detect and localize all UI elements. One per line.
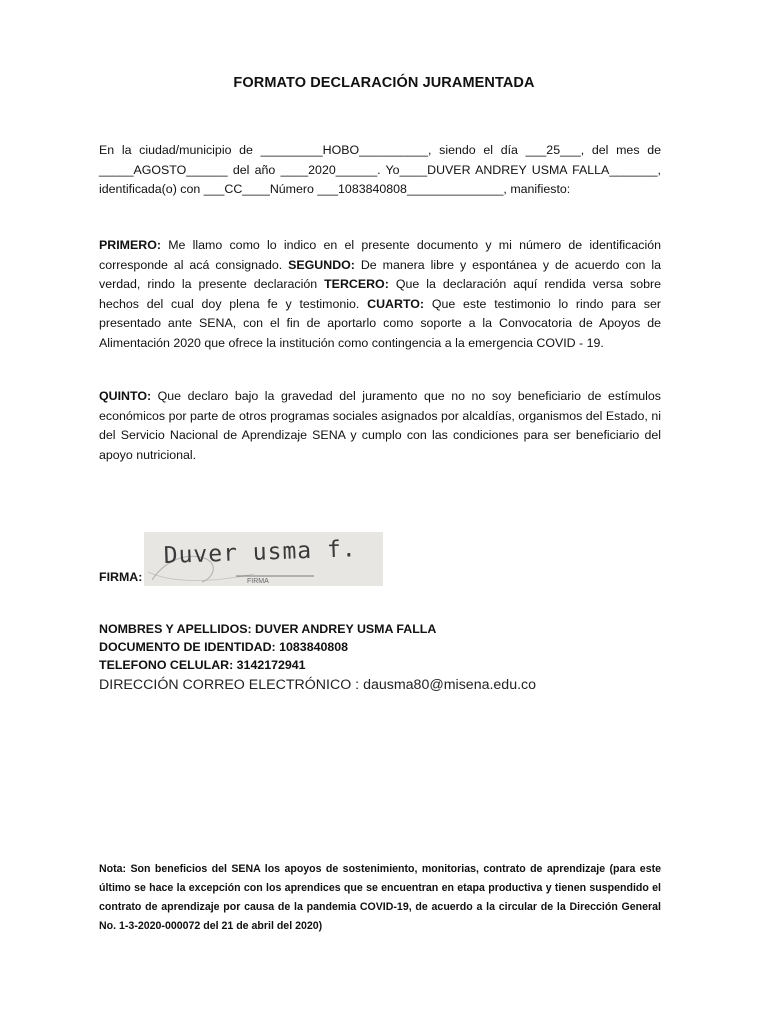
intro-name: DUVER ANDREY USMA FALLA bbox=[427, 162, 610, 177]
intro-city: HOBO bbox=[322, 143, 360, 157]
intro-text-1: En la ciudad/municipio de _________ bbox=[99, 143, 323, 157]
intro-text-7: ____Número ___ bbox=[242, 182, 339, 196]
intro-day: 25 bbox=[546, 143, 561, 157]
quinto-label: QUINTO: bbox=[99, 389, 152, 403]
intro-text-8: ______________, manifiesto: bbox=[406, 182, 571, 196]
cuarto-label: CUARTO: bbox=[367, 296, 425, 311]
tercero-text: Que la declaración aquí rendida versa sobre hechos del cual doy plena fe y testimonio. bbox=[99, 277, 661, 311]
intro-doc-type: CC bbox=[224, 182, 243, 196]
intro-text-5: ______. Yo____ bbox=[335, 162, 428, 177]
quinto-paragraph bbox=[99, 387, 661, 465]
signature-stamp-label: FIRMA bbox=[247, 578, 269, 585]
signature-section bbox=[99, 532, 399, 588]
firma-label: FIRMA: bbox=[99, 570, 143, 584]
segundo-text: De manera libre y espontánea y de acuerdo con la verdad, rindo la presente declaración bbox=[99, 257, 661, 291]
intro-text-3: ___, del mes de _____ bbox=[99, 143, 661, 177]
signature-handwriting: Duver usma f. bbox=[163, 536, 358, 569]
intro-month: AGOSTO bbox=[133, 162, 187, 177]
tercero-label: TERCERO: bbox=[324, 277, 389, 291]
document-title: FORMATO DECLARACIÓN JURAMENTADA bbox=[233, 75, 535, 91]
intro-text-2: __________, siendo el día ___ bbox=[359, 143, 547, 157]
signature-drawing bbox=[144, 532, 383, 586]
document-line: DOCUMENTO DE IDENTIDAD: 1083840808 bbox=[99, 640, 349, 654]
names-line: NOMBRES Y APELLIDOS: DUVER ANDREY USMA FALLA bbox=[99, 622, 437, 636]
email-value: dausma80@misena.edu.co bbox=[363, 677, 537, 693]
quinto-text: Que declaro bajo la gravedad del juramento que no no soy beneficiario de estímulos económicos por parte de otros programas sociales asignados por alcaldías, organismos del Estado, ni del Servicio Nacional de Aprendizaje SENA y cumplo con las condiciones para ser beneficiario del apoyo nutricional. bbox=[99, 389, 661, 462]
segundo-label: SEGUNDO: bbox=[288, 257, 355, 272]
intro-text-6: _______, identificada(o) con ___ bbox=[99, 162, 661, 196]
footer-note: Nota: Son beneficios del SENA los apoyos de sostenimiento, monitorias, contrato de aprendizaje (para este último se hace la excepción con los aprendices que se encuentran en etapa productiva y tienen suspendido el contrato de aprendizaje por causa de la pandemia COVID-19, de acuerdo a la circular de la Dirección General No. 1-3-2020-000072 del 21 de abril del 2020) bbox=[99, 863, 661, 932]
email-label: DIRECCIÓN CORREO ELECTRÓNICO : bbox=[99, 677, 364, 693]
primero-text: Me llamo como lo indico en el presente documento y mi número de identificación corresponde al acá consignado. bbox=[99, 238, 661, 272]
intro-doc-number: 1083840808 bbox=[338, 182, 407, 196]
clauses-paragraph bbox=[99, 236, 661, 353]
cuarto-text: Que este testimonio lo rindo para ser presentado ante SENA, con el fin de aportarlo como soporte a la Convocatoria de Apoyos de Alimentación 2020 que ofrece la institución como contingencia a la emergencia COVID - 19. bbox=[99, 296, 661, 350]
primero-label: PRIMERO: bbox=[99, 238, 161, 252]
intro-year: 2020 bbox=[308, 162, 336, 177]
email-line bbox=[99, 677, 536, 693]
phone-line: TELEFONO CELULAR: 3142172941 bbox=[99, 658, 306, 672]
intro-paragraph bbox=[99, 141, 661, 200]
intro-text-4: ______ del año ____ bbox=[186, 162, 309, 177]
signature-image bbox=[144, 532, 383, 586]
